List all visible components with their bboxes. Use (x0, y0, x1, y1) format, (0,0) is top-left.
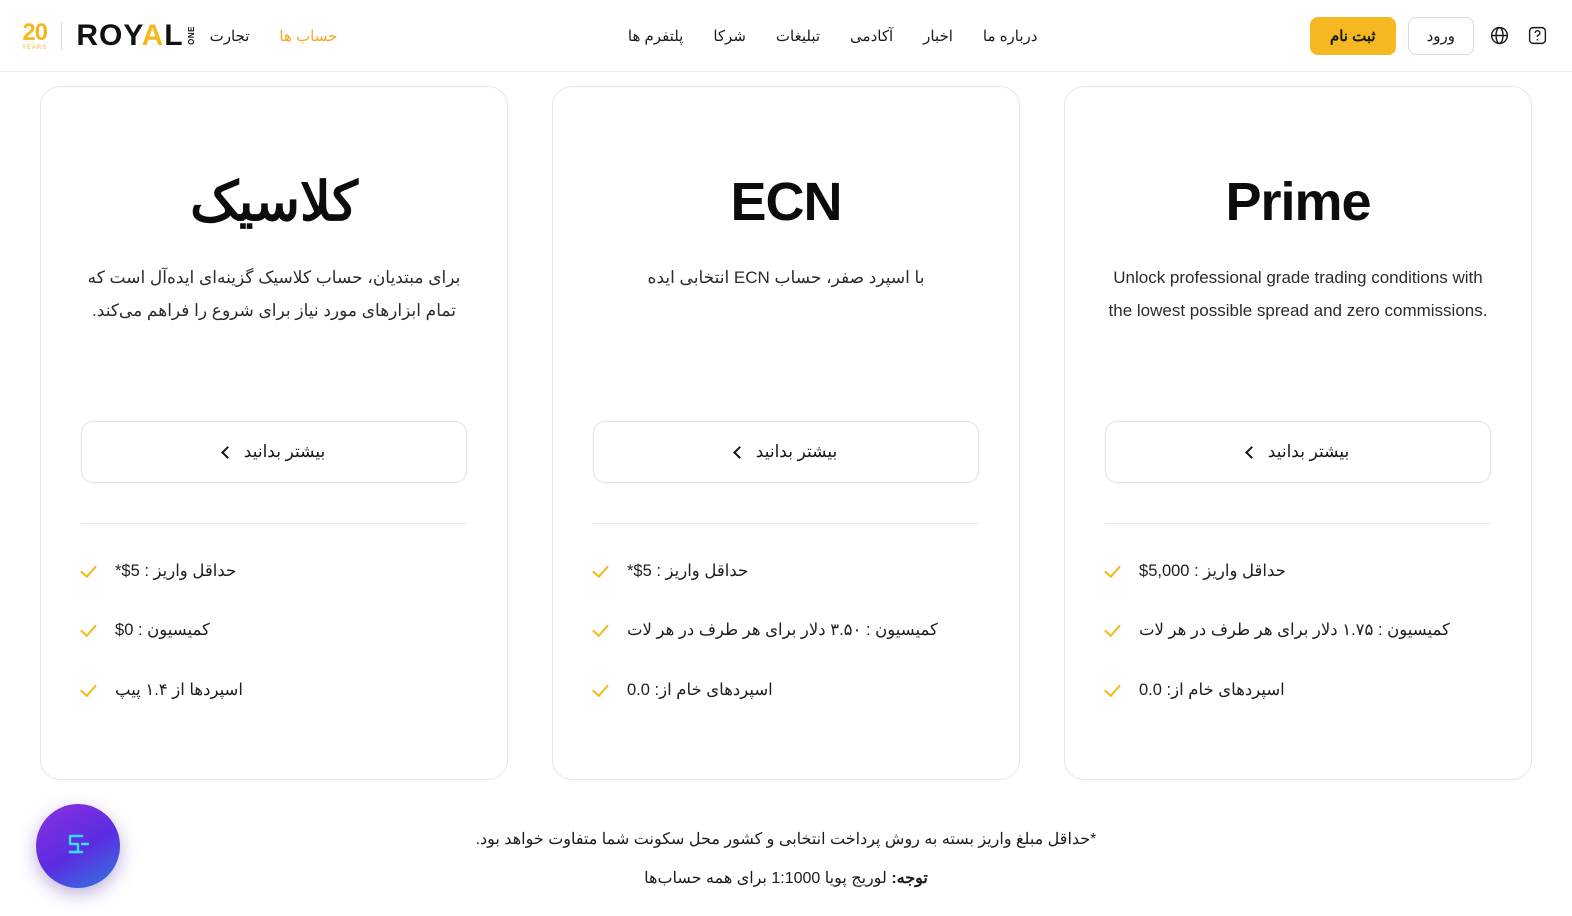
footnote-leverage (0, 859, 1572, 898)
learn-more-label-classic: بیشتر بدانید (243, 442, 326, 462)
account-card-prime[interactable] (1064, 86, 1532, 780)
header-actions (1310, 17, 1550, 55)
nav-item-partners[interactable]: شرکا (713, 27, 746, 45)
feature-item (81, 675, 467, 706)
globe-icon[interactable] (1486, 23, 1512, 49)
logo-divider (61, 22, 62, 50)
account-cards (0, 72, 1572, 780)
card-title-classic: کلاسیک (190, 172, 358, 232)
feature-text: کمیسیون : ۳.۵۰ دلار برای هر طرف در هر لات (627, 621, 938, 640)
nav-item-platforms[interactable]: پلتفرم ها (627, 27, 684, 45)
feature-item (1105, 675, 1491, 706)
card-divider (1105, 523, 1491, 524)
check-icon (1105, 560, 1125, 580)
feature-text: اسپردها از ۱.۴ پیپ (115, 680, 243, 699)
signup-button[interactable]: ثبت نام (1310, 17, 1396, 55)
chevron-left-icon (1245, 446, 1258, 459)
main-nav-secondary (628, 27, 1038, 45)
logo-years-label: YEARS (22, 44, 48, 51)
feature-item (1105, 556, 1491, 587)
nav-item-trade[interactable]: تجارت (209, 27, 250, 45)
feature-text: اسپردهای خام از: 0.0 (627, 680, 773, 699)
footnote-leverage-label: توجه: (891, 870, 928, 888)
logo-royal-text: ROYAL (76, 18, 184, 52)
check-icon (593, 619, 613, 639)
check-icon (81, 560, 101, 580)
card-desc-classic: برای مبتدیان، حساب کلاسیک گزینه‌ای ایده‌آل است که تمام ابزارهای مورد نیاز برای شروع را فراهم می‌کند. (87, 268, 461, 321)
check-icon (593, 560, 613, 580)
feature-text: حداقل واریز : 5,000$ (1139, 562, 1286, 581)
feature-text: کمیسیون : ۱.۷۵ دلار برای هر طرف در هر لات (1139, 621, 1450, 640)
card-title-ecn: ECN (730, 172, 842, 232)
chat-widget-icon (58, 826, 98, 866)
login-button[interactable]: ورود (1408, 17, 1474, 55)
footnote-deposit: *حداقل مبلغ واریز بسته به روش پرداخت انتخابی و کشور محل سکونت شما متفاوت خواهد بود. (475, 831, 1097, 848)
brand-and-nav (22, 19, 355, 53)
learn-more-label-ecn: بیشتر بدانید (755, 442, 838, 462)
check-icon (81, 679, 101, 699)
account-card-ecn[interactable] (552, 86, 1020, 780)
royal-logo[interactable] (22, 19, 196, 53)
chat-widget-button[interactable] (36, 804, 120, 888)
logo-one-text: ONE (186, 26, 196, 45)
account-card-classic[interactable] (40, 86, 508, 780)
logo-anniversary (22, 18, 48, 51)
feature-item (81, 615, 467, 646)
check-icon (81, 619, 101, 639)
site-header (0, 0, 1572, 72)
feature-item (81, 556, 467, 587)
feature-text: کمیسیون : 0$ (115, 621, 210, 640)
check-icon (593, 679, 613, 699)
learn-more-button-prime[interactable] (1105, 421, 1491, 483)
nav-item-promotions[interactable]: تبلیغات (775, 27, 821, 45)
feature-text: حداقل واریز : 5$* (115, 562, 237, 581)
card-desc-ecn: با اسپرد صفر، حساب ECN انتخابی ایده (647, 268, 925, 288)
learn-more-button-classic[interactable] (81, 421, 467, 483)
help-icon[interactable] (1524, 23, 1550, 49)
chevron-left-icon (733, 446, 746, 459)
feature-text: اسپردهای خام از: 0.0 (1139, 680, 1285, 699)
logo-years-number: 20 (22, 18, 48, 46)
check-icon (1105, 679, 1125, 699)
nav-item-news[interactable]: اخبار (923, 27, 953, 45)
feature-item (593, 615, 979, 646)
check-icon (1105, 619, 1125, 639)
feature-item (593, 675, 979, 706)
card-desc-prime: Unlock professional grade trading conditions with the lowest possible spread and zero commissions. (1108, 268, 1488, 321)
feature-item (593, 556, 979, 587)
learn-more-button-ecn[interactable] (593, 421, 979, 483)
footnote-leverage-text: لوریج پویا 1:1000 برای همه حساب‌ها (644, 870, 892, 888)
nav-item-accounts[interactable]: حساب ها (279, 27, 338, 45)
feature-item (1105, 615, 1491, 646)
chevron-left-icon (221, 446, 234, 459)
card-title-prime: Prime (1225, 172, 1371, 232)
nav-item-academy[interactable]: آکادمی (850, 27, 894, 45)
feature-text: حداقل واریز : 5$* (627, 562, 749, 581)
main-nav (210, 27, 338, 45)
learn-more-label-prime: بیشتر بدانید (1267, 442, 1350, 462)
footnotes (0, 820, 1572, 898)
card-divider (593, 523, 979, 524)
nav-item-about[interactable]: درباره ما (982, 27, 1038, 45)
card-divider (81, 523, 467, 524)
